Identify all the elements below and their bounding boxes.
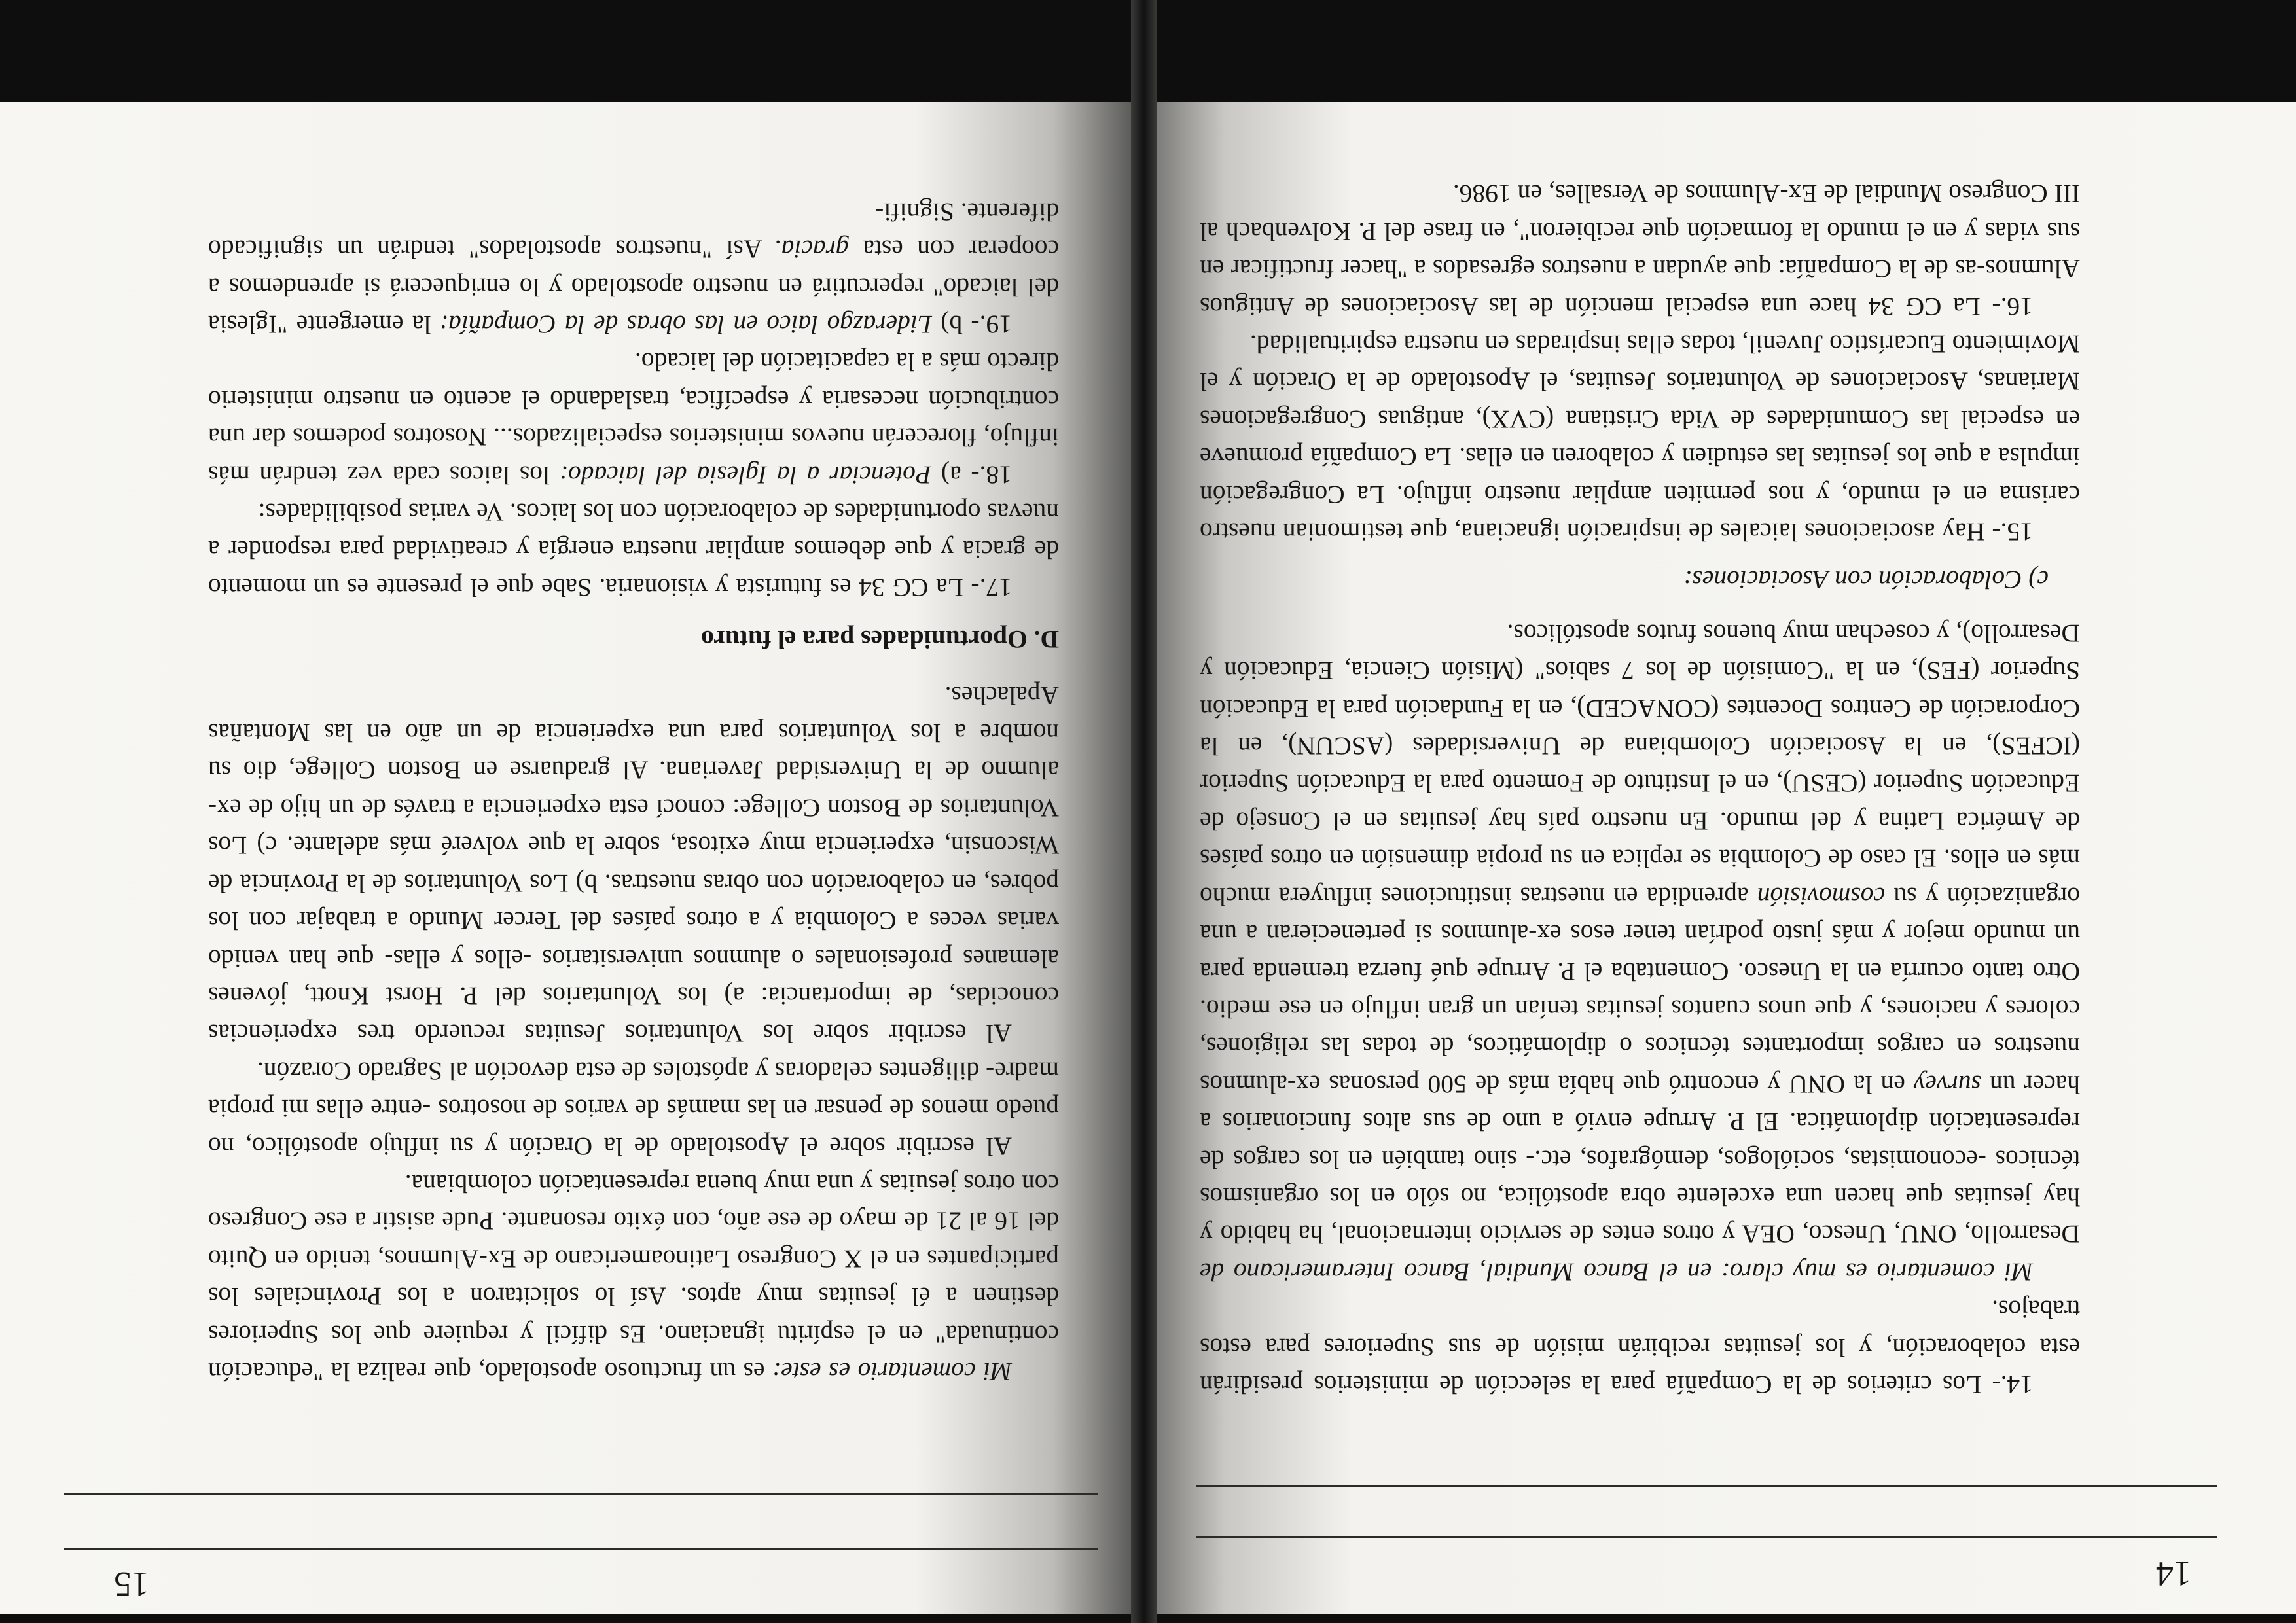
paragraph-18: 18.- a) Potenciar a la Iglesia del laicado: los laicos cada vez tendrán más influjo, florecerán nuevos ministerios especializados... Nosotros podemos dar una contribución necesaria y específica, trasladando el acento en nuestro ministerio directo más a la capacitación del laicado. [207,348,1059,490]
header-rule-14 [1196,1536,2217,1538]
page-number: 15 [114,1565,149,1604]
top-text-rule-14 [1196,1485,2217,1487]
paragraph-16: 16.- La CG 34 hace una especial mención de las Asociaciones de Antiguos Alumnos-as de la Compañía: que ayudan a nuestros egresados a "hacer fructificar en sus vidas y en el mundo la formación que recibieron", en frase del P. Kolvenbach al III Congreso Mundial de Ex-Alumnos de Versalles, en 1986. [1200,179,2080,321]
page-14 [1144,102,2296,1614]
paragraph-comentario: Mi comentario es muy claro: en el Banco Mundial, Banco Interamericano de Desarrollo, ONU, Unesco, OEA y otros entes de servicio internacional, ha habido y hay jesuitas que hacen una excelente obra apostólica, no sólo en los organismos técnicos -economistas, sociólogos, demógrafos, etc.- sino también en los cargos de representación diplomática. El P. Arrupe envió a uno de sus altos funcionarios a hacer un survey en la ONU y encontró que había más de 500 personas ex-alumnos nuestros en cargos importantes técnicos o diplomáticos, de todas las religiones, colores y naciones, y que unos cuantos jesuitas tenían un gran influjo en ese medio. Otro tanto ocurría en la Unesco. Comentaba el P. Arrupe qué fuerza tremenda para un mundo mejor y más justo podrían tener esos ex-alumnos si pertenecieran a una organización y su cosmovisión aprendida en nuestras instituciones influyera mucho más en ellos. El caso de Colombia se replica en su propia dimensión en otros países de América Latina y del mundo. En nuestro país hay jesuitas en el Consejo de Educación Superior (CESU), en el Instituto de Fomento para la Educación Superior (ICFES), en la Asociación Colombiana de Universidades (ASCUN), en la Corporación de Centros Docentes (CONACED), en la Fundación para la Educación Superior (FES), en la "Comisión de los 7 sabios" (Misión Ciencia, Educación y Desarrollo), y cosechan muy buenos frutos apostólicos. [1199,618,2080,1287]
paragraph-17: 17.- La CG 34 es futurista y visionaria. Sabe que el presente es un momento de gracia y que debemos ampliar nuestra energía y creatividad para responder a nuevas oportunidades de colaboración con los laicos. Ve varias posibilidades: [208,498,1059,602]
paragraph-15: 15.- Hay asociaciones laicales de inspiración ignaciana, que testimonian nuestro carisma en el mundo, y nos permiten ampliar nuestro influjo. La Congregación impulsa a que los jesuitas las estudien y colaboren en ellas. La Compañía promueve en especial las Comunidades de Vida Cristiana (CVX), antiguas Congregaciones Marianas, Asociaciones de Voluntarios Jesuitas, el Apostolado de la Oración y el Movimiento Eucarístico Juvenil, todas ellas inspiradas en nuestra espiritualidad. [1200,330,2080,547]
page-number: 14 [2156,1554,2191,1594]
section-heading: D. Oportunidades para el futuro [701,625,1059,654]
subheading-asociaciones: c) Colaboración con Asociaciones: [1683,565,2049,595]
paragraph-19: 19.- b) Liderazgo laico en las obras de la Compañía: la emergente "Iglesia del laicado" repercutirá en nuestro apostolado y lo enriquecerá si aprendemos a cooperar con esta gracia. Así "nuestros apostolados" tendrán un significado diferente. Signifi- [207,197,1059,340]
page-15-body [208,192,1059,1390]
book-gutter [1131,0,1157,1623]
paragraph-comentario-15: Mi comentario es este: es un fructuoso apostolado, que realiza la "educación continuada" en el espíritu ignaciano. Es difícil y requiere que los Superiores destinen a él jesuitas muy aptos. Así lo solicitaron a los Provinciales los participantes en el X Congreso Latinoamericano de Ex-Alumnos, tenido en Quito del 16 al 21 de mayo de ese año, con éxito resonante. Pude asistir a ese Congreso con otros jesuitas y una muy buena representación colombiana. [207,1169,1059,1386]
paragraph-voluntarios: Al escribir sobre los Voluntarios Jesuitas recuerdo tres experiencias conocidas, de importancia: a) los Voluntarios del P. Horst Knott, jóvenes alemanes profesionales o alumnos universitarios -ellos y ellas- que han venido varias veces a Colombia y a otros países del Tercer Mundo a trabajar con los pobres, en colaboración con obras nuestras. b) Los Voluntarios de la Provincia de Wisconsin, experiencia muy exitosa, sobre la que volveré más adelante. c) Los Voluntarios de Boston College: conocí esta experiencia a través de un hijo de ex-alumno de la Universidad Javeriana. Al graduarse en Boston College, dio su nombre a los Voluntarios para una experiencia de un año en las Montañas Apalaches. [208,681,1059,1048]
header-rule-15 [64,1548,1098,1550]
page-15 [0,102,1144,1614]
paragraph-apostolado: Al escribir sobre el Apostolado de la Oración y su influjo apostólico, no puedo menos de pensar en las mamás de varios de nosotros -entre ellas mi propia madre- diligentes celadoras y apóstoles de esta devoción al Sagrado Corazón. [208,1056,1059,1161]
page-14-body [1200,175,2080,1403]
top-text-rule-15 [64,1493,1098,1495]
paragraph-14: 14.- Los criterios de la Compañía para la selección de ministerios presidirán esta colaboración, y los jesuitas recibirán misión de sus Superiores para estos trabajos. [1200,1295,2080,1399]
